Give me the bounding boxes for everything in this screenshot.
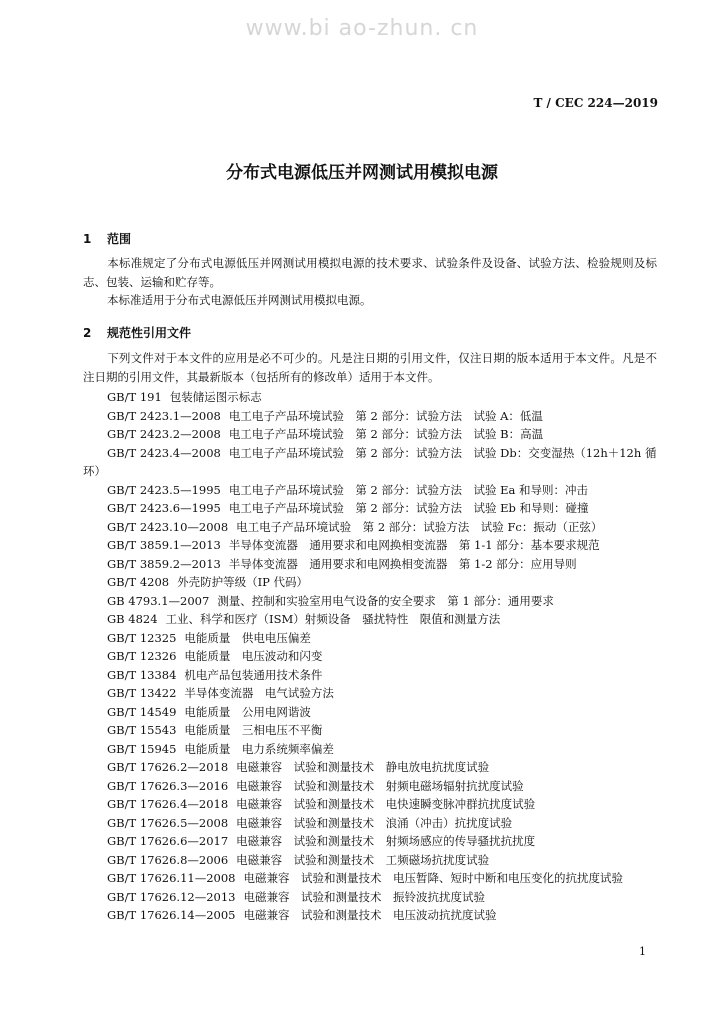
reference-code: GB/T 191 (107, 390, 162, 404)
reference-item (83, 407, 657, 426)
reference-title: 电工电子产品环境试验 第 2 部分：试验方法 试验 Db：交变湿热（12h＋12h 循环） (83, 445, 657, 478)
reference-title: 测量、控制和实验室用电气设备的安全要求 第 1 部分：通用要求 (217, 593, 554, 608)
reference-title: 电工电子产品环境试验 第 2 部分：试验方法 试验 Eb 和导则：碰撞 (228, 501, 589, 515)
reference-item (83, 721, 657, 740)
reference-title: 电磁兼容 试验和测量技术 电压波动抗扰度试验 (243, 908, 497, 922)
reference-code: GB/T 12325 (107, 630, 177, 645)
reference-title: 电工电子产品环境试验 第 2 部分：试验方法 试验 Fc：振动（正弦） (236, 519, 603, 534)
reference-code: GB/T 17626.11—2008 (107, 871, 236, 885)
reference-code: GB 4824 (107, 612, 158, 626)
reference-code: GB/T 14549 (107, 704, 177, 719)
reference-code: GB/T 15543 (107, 723, 177, 737)
reference-code: GB/T 17626.6—2017 (107, 834, 229, 848)
reference-title: 电能质量 供电电压偏差 (184, 630, 311, 645)
reference-item (83, 536, 657, 555)
reference-code: GB 4793.1—2007 (107, 593, 210, 608)
reference-item (83, 703, 657, 722)
reference-code: GB/T 2423.10—2008 (107, 519, 229, 534)
reference-title: 电工电子产品环境试验 第 2 部分：试验方法 试验 A：低温 (228, 408, 543, 423)
reference-list (83, 388, 657, 925)
section-2-heading (83, 324, 191, 341)
reference-item (83, 740, 657, 759)
section-1-paragraph-1: 本标准规定了分布式电源低压并网测试用模拟电源的技术要求、试验条件及设备、试验方法、检验规则及标志、包装、运输和贮存等。 (83, 256, 657, 289)
reference-item (83, 629, 657, 648)
reference-item (83, 851, 657, 870)
reference-title: 电工电子产品环境试验 第 2 部分：试验方法 试验 B：高温 (228, 427, 544, 441)
reference-code: GB/T 17626.12—2013 (107, 889, 236, 904)
reference-title: 电磁兼容 试验和测量技术 静电放电抗扰度试验 (236, 760, 490, 774)
reference-item (83, 499, 657, 518)
reference-title: 电磁兼容 试验和测量技术 射频电磁场辐射抗扰度试验 (236, 778, 524, 793)
reference-item (83, 592, 657, 611)
reference-title: 电能质量 三相电压不平衡 (184, 723, 323, 737)
reference-item (83, 814, 657, 833)
section-2-number: 2 (83, 326, 92, 340)
watermark: www.bi ao-zhun. cn (245, 16, 479, 41)
section-2-intro: 下列文件对于本文件的应用是必不可少的。凡是注日期的引用文件，仅注日期的版本适用于本文件。凡是不注日期的引用文件，其最新版本（包括所有的修改单）适用于本文件。 (83, 351, 657, 384)
reference-title: 机电产品包装通用技术条件 (184, 667, 323, 682)
reference-title: 电能质量 电压波动和闪变 (184, 649, 323, 663)
page-number: 1 (639, 945, 646, 958)
reference-title: 电磁兼容 试验和测量技术 电快速瞬变脉冲群抗扰度试验 (236, 797, 536, 811)
reference-item (83, 832, 657, 851)
reference-code: GB/T 2423.2—2008 (107, 427, 221, 441)
reference-title: 电磁兼容 试验和测量技术 电压暂降、短时中断和电压变化的抗扰度试验 (243, 871, 623, 885)
section-1-heading (83, 230, 131, 247)
reference-code: GB/T 12326 (107, 649, 177, 663)
reference-title: 电磁兼容 试验和测量技术 工频磁场抗扰度试验 (236, 852, 490, 867)
reference-code: GB/T 2423.5—1995 (107, 482, 221, 497)
reference-title: 工业、科学和医疗（ISM）射频设备 骚扰特性 限值和测量方法 (165, 612, 501, 626)
reference-item (83, 666, 657, 685)
document-code: T / CEC 224—2019 (533, 96, 658, 110)
reference-item (83, 684, 657, 703)
reference-title: 电工电子产品环境试验 第 2 部分：试验方法 试验 Ea 和导则：冲击 (228, 482, 589, 497)
reference-code: GB/T 17626.3—2016 (107, 778, 229, 793)
reference-code: GB/T 17626.4—2018 (107, 797, 229, 811)
reference-title: 半导体变流器 电气试验方法 (184, 686, 334, 700)
reference-item (83, 481, 657, 500)
reference-item (83, 888, 657, 907)
reference-title: 电能质量 公用电网谐波 (184, 704, 311, 719)
reference-item (83, 518, 657, 537)
reference-code: GB/T 4208 (107, 575, 170, 589)
reference-code: GB/T 13422 (107, 686, 177, 700)
reference-code: GB/T 3859.2—2013 (107, 556, 221, 571)
reference-code: GB/T 17626.5—2008 (107, 815, 229, 830)
section-1-paragraph-2: 本标准适用于分布式电源低压并网测试用模拟电源。 (107, 293, 372, 307)
reference-code: GB/T 17626.8—2006 (107, 852, 229, 867)
reference-item (83, 777, 657, 796)
reference-title: 电能质量 电力系统频率偏差 (184, 741, 334, 756)
reference-code: GB/T 2423.1—2008 (107, 408, 221, 423)
reference-item (83, 758, 657, 777)
reference-item (83, 555, 657, 574)
reference-item (83, 388, 657, 407)
reference-item (83, 444, 657, 481)
reference-title: 外壳防护等级（IP 代码） (177, 575, 309, 589)
reference-item (83, 869, 657, 888)
reference-item (83, 610, 657, 629)
reference-code: GB/T 2423.6—1995 (107, 501, 221, 515)
reference-title: 半导体变流器 通用要求和电网换相变流器 第 1-2 部分：应用导则 (228, 556, 577, 571)
reference-title: 电磁兼容 试验和测量技术 射频场感应的传导骚扰抗扰度 (236, 834, 536, 848)
section-1-number: 1 (83, 232, 92, 246)
reference-code: GB/T 15945 (107, 741, 177, 756)
reference-title: 电磁兼容 试验和测量技术 振铃波抗扰度试验 (243, 889, 485, 904)
reference-title: 电磁兼容 试验和测量技术 浪涌（冲击）抗扰度试验 (236, 815, 513, 830)
section-1-title: 范围 (107, 232, 132, 246)
reference-code: GB/T 2423.4—2008 (107, 445, 221, 460)
reference-code: GB/T 13384 (107, 667, 177, 682)
reference-item (83, 573, 657, 592)
reference-title: 半导体变流器 通用要求和电网换相变流器 第 1-1 部分：基本要求规范 (228, 538, 600, 552)
reference-item (83, 906, 657, 925)
reference-item (83, 795, 657, 814)
document-title: 分布式电源低压并网测试用模拟电源 (226, 163, 498, 183)
reference-code: GB/T 17626.2—2018 (107, 760, 229, 774)
section-2-title: 规范性引用文件 (107, 326, 192, 340)
reference-code: GB/T 17626.14—2005 (107, 908, 236, 922)
reference-item (83, 425, 657, 444)
reference-title: 包装储运图示标志 (169, 390, 262, 404)
reference-code: GB/T 3859.1—2013 (107, 538, 221, 552)
reference-item (83, 647, 657, 666)
